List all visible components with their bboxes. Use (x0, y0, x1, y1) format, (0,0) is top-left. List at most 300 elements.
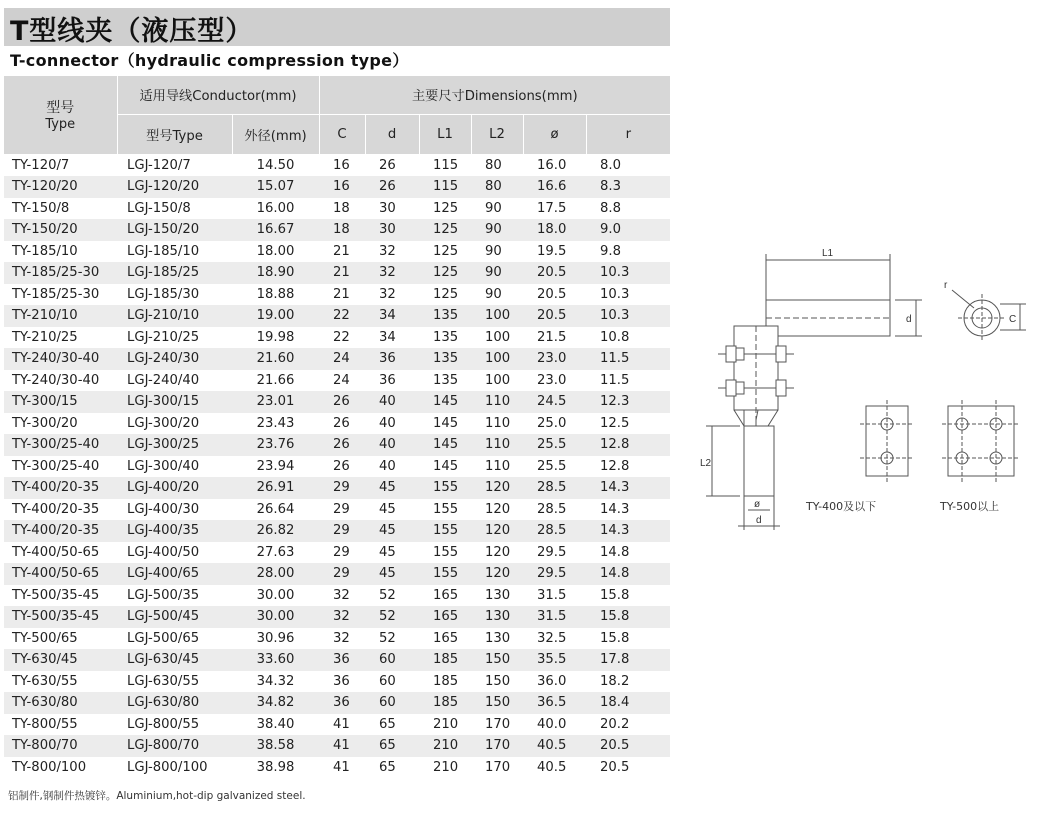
phi-cell: 16.6 (523, 176, 586, 198)
label-r: r (944, 280, 948, 291)
outer-diameter-cell: 23.76 (232, 434, 319, 456)
conductor-model-cell: LGJ-120/7 (117, 154, 232, 176)
spec-table-body (4, 154, 670, 778)
table-row (4, 456, 670, 478)
table-row (4, 241, 670, 263)
type-cell: TY-630/80 (4, 692, 117, 714)
l2-cell: 110 (471, 434, 523, 456)
conductor-model-cell: LGJ-500/35 (117, 585, 232, 607)
r-cell: 10.8 (586, 327, 670, 349)
outer-diameter-cell: 23.01 (232, 391, 319, 413)
c-cell: 29 (319, 477, 365, 499)
l1-cell: 185 (419, 692, 471, 714)
conductor-model-cell: LGJ-120/20 (117, 176, 232, 198)
l1-cell: 210 (419, 757, 471, 779)
phi-cell: 19.5 (523, 241, 586, 263)
d-cell: 26 (365, 154, 419, 176)
r-cell: 12.8 (586, 434, 670, 456)
conductor-model-cell: LGJ-300/20 (117, 413, 232, 435)
type-cell: TY-630/55 (4, 671, 117, 693)
l1-cell: 145 (419, 413, 471, 435)
dimensions-header: 主要尺寸Dimensions(mm) (319, 76, 670, 114)
l2-cell: 170 (471, 735, 523, 757)
l1-cell: 135 (419, 305, 471, 327)
d-cell: 45 (365, 563, 419, 585)
outer-diameter-cell: 16.67 (232, 219, 319, 241)
l1-cell: 125 (419, 219, 471, 241)
c-cell: 41 (319, 714, 365, 736)
c-cell: 24 (319, 370, 365, 392)
c-cell: 36 (319, 649, 365, 671)
l1-cell: 185 (419, 649, 471, 671)
outer-diameter-cell: 38.58 (232, 735, 319, 757)
r-cell: 15.8 (586, 628, 670, 650)
type-cell: TY-120/20 (4, 176, 117, 198)
table-row (4, 327, 670, 349)
d-cell: 34 (365, 327, 419, 349)
d-cell: 40 (365, 391, 419, 413)
conductor-model-cell: LGJ-150/8 (117, 198, 232, 220)
conductor-model-cell: LGJ-185/25 (117, 262, 232, 284)
outer-diameter-cell: 23.94 (232, 456, 319, 478)
conductor-model-cell: LGJ-400/20 (117, 477, 232, 499)
table-row (4, 176, 670, 198)
l1-cell: 135 (419, 370, 471, 392)
outer-diameter-cell: 34.82 (232, 692, 319, 714)
outer-diameter-cell: 23.43 (232, 413, 319, 435)
c-cell: 16 (319, 154, 365, 176)
l1-cell: 155 (419, 563, 471, 585)
r-cell: 11.5 (586, 370, 670, 392)
outer-diameter-header: 外径(mm) (232, 114, 319, 154)
l2-cell: 120 (471, 477, 523, 499)
c-cell: 41 (319, 735, 365, 757)
phi-cell: 31.5 (523, 606, 586, 628)
r-cell: 14.8 (586, 542, 670, 564)
conductor-model-cell: LGJ-400/35 (117, 520, 232, 542)
table-row (4, 714, 670, 736)
table-row (4, 563, 670, 585)
d-cell: 52 (365, 585, 419, 607)
outer-diameter-cell: 33.60 (232, 649, 319, 671)
c-cell: 21 (319, 262, 365, 284)
table-row (4, 477, 670, 499)
r-cell: 14.3 (586, 499, 670, 521)
d-cell: 45 (365, 477, 419, 499)
r-cell: 8.3 (586, 176, 670, 198)
phi-cell: 28.5 (523, 477, 586, 499)
l1-cell: 115 (419, 154, 471, 176)
phi-cell: 29.5 (523, 542, 586, 564)
l1-cell: 165 (419, 606, 471, 628)
table-row (4, 542, 670, 564)
label-l2: L2 (700, 458, 712, 469)
phi-cell: 40.5 (523, 735, 586, 757)
d-cell: 45 (365, 499, 419, 521)
label-phi: ø (754, 499, 761, 510)
r-cell: 18.2 (586, 671, 670, 693)
type-header-en: Type (45, 117, 76, 133)
d-cell: 34 (365, 305, 419, 327)
outer-diameter-cell: 27.63 (232, 542, 319, 564)
conductor-model-cell: LGJ-800/55 (117, 714, 232, 736)
d-cell: 32 (365, 262, 419, 284)
d-cell: 65 (365, 714, 419, 736)
l2-cell: 80 (471, 154, 523, 176)
phi-cell: 32.5 (523, 628, 586, 650)
d-cell: 40 (365, 434, 419, 456)
phi-cell: 40.5 (523, 757, 586, 779)
phi-cell: 36.0 (523, 671, 586, 693)
conductor-model-cell: LGJ-185/30 (117, 284, 232, 306)
phi-cell: 24.5 (523, 391, 586, 413)
model-type-header: 型号Type (117, 114, 232, 154)
l1-cell: 125 (419, 198, 471, 220)
d-cell: 32 (365, 241, 419, 263)
type-header-cn: 型号 (46, 100, 75, 117)
l1-cell: 165 (419, 585, 471, 607)
phi-cell: 18.0 (523, 219, 586, 241)
conductor-model-cell: LGJ-210/25 (117, 327, 232, 349)
table-row (4, 606, 670, 628)
type-cell: TY-150/8 (4, 198, 117, 220)
table-row (4, 348, 670, 370)
type-cell: TY-185/25-30 (4, 284, 117, 306)
phi-cell: 40.0 (523, 714, 586, 736)
outer-diameter-cell: 26.82 (232, 520, 319, 542)
conductor-model-cell: LGJ-300/40 (117, 456, 232, 478)
l1-cell: 145 (419, 391, 471, 413)
label-c: C (1009, 314, 1017, 325)
outer-diameter-cell: 19.00 (232, 305, 319, 327)
l2-cell: 90 (471, 284, 523, 306)
type-cell: TY-400/20-35 (4, 477, 117, 499)
conductor-model-cell: LGJ-500/45 (117, 606, 232, 628)
l1-cell: 210 (419, 735, 471, 757)
r-cell: 20.5 (586, 735, 670, 757)
c-cell: 32 (319, 628, 365, 650)
l2-cell: 110 (471, 456, 523, 478)
l2-cell: 130 (471, 606, 523, 628)
c-cell: 26 (319, 413, 365, 435)
phi-cell: 20.5 (523, 305, 586, 327)
r-cell: 10.3 (586, 305, 670, 327)
type-cell: TY-185/10 (4, 241, 117, 263)
type-cell: TY-300/25-40 (4, 456, 117, 478)
type-cell: TY-300/15 (4, 391, 117, 413)
phi-cell: 17.5 (523, 198, 586, 220)
l2-cell: 150 (471, 692, 523, 714)
c-cell: 18 (319, 198, 365, 220)
conductor-model-cell: LGJ-240/40 (117, 370, 232, 392)
d-cell: 40 (365, 413, 419, 435)
c-cell: 22 (319, 305, 365, 327)
table-row (4, 757, 670, 779)
r-cell: 15.8 (586, 606, 670, 628)
phi-cell: 28.5 (523, 499, 586, 521)
phi-cell: 20.5 (523, 284, 586, 306)
conductor-model-cell: LGJ-400/30 (117, 499, 232, 521)
page-subtitle: T-connector（hydraulic compression type） (10, 51, 409, 70)
r-cell: 20.5 (586, 757, 670, 779)
c-cell: 16 (319, 176, 365, 198)
table-row (4, 649, 670, 671)
l1-cell: 145 (419, 456, 471, 478)
l1-cell: 115 (419, 176, 471, 198)
d-cell: 40 (365, 456, 419, 478)
type-cell: TY-240/30-40 (4, 370, 117, 392)
outer-diameter-cell: 18.00 (232, 241, 319, 263)
table-row (4, 499, 670, 521)
l2-cell: 150 (471, 671, 523, 693)
type-cell: TY-800/100 (4, 757, 117, 779)
l2-header: L2 (471, 114, 523, 154)
c-cell: 21 (319, 241, 365, 263)
outer-diameter-cell: 38.40 (232, 714, 319, 736)
conductor-model-cell: LGJ-500/65 (117, 628, 232, 650)
type-cell: TY-300/20 (4, 413, 117, 435)
d-cell: 60 (365, 649, 419, 671)
c-cell: 22 (319, 327, 365, 349)
r-header: r (586, 114, 670, 154)
table-row (4, 434, 670, 456)
type-cell: TY-240/30-40 (4, 348, 117, 370)
type-cell: TY-630/45 (4, 649, 117, 671)
c-cell: 26 (319, 434, 365, 456)
l1-cell: 125 (419, 284, 471, 306)
l1-cell: 165 (419, 628, 471, 650)
type-cell: TY-120/7 (4, 154, 117, 176)
r-cell: 18.4 (586, 692, 670, 714)
r-cell: 12.5 (586, 413, 670, 435)
d-cell: 65 (365, 757, 419, 779)
phi-cell: 16.0 (523, 154, 586, 176)
l1-cell: 185 (419, 671, 471, 693)
r-cell: 10.3 (586, 284, 670, 306)
c-cell: 26 (319, 456, 365, 478)
table-row (4, 370, 670, 392)
type-cell: TY-150/20 (4, 219, 117, 241)
table-row (4, 219, 670, 241)
phi-cell: 35.5 (523, 649, 586, 671)
conductor-model-cell: LGJ-800/100 (117, 757, 232, 779)
r-cell: 9.8 (586, 241, 670, 263)
conductor-model-cell: LGJ-400/65 (117, 563, 232, 585)
outer-diameter-cell: 28.00 (232, 563, 319, 585)
l2-cell: 100 (471, 327, 523, 349)
d-cell: 45 (365, 542, 419, 564)
c-cell: 32 (319, 606, 365, 628)
outer-diameter-cell: 15.07 (232, 176, 319, 198)
d-cell: 30 (365, 198, 419, 220)
l2-cell: 110 (471, 391, 523, 413)
r-cell: 15.8 (586, 585, 670, 607)
l1-cell: 155 (419, 542, 471, 564)
phi-cell: 36.5 (523, 692, 586, 714)
l2-cell: 100 (471, 370, 523, 392)
l1-header: L1 (419, 114, 471, 154)
l2-cell: 100 (471, 348, 523, 370)
l2-cell: 90 (471, 241, 523, 263)
l2-cell: 120 (471, 563, 523, 585)
l2-cell: 170 (471, 714, 523, 736)
l1-cell: 155 (419, 499, 471, 521)
table-row (4, 284, 670, 306)
type-cell: TY-800/70 (4, 735, 117, 757)
l1-cell: 155 (419, 477, 471, 499)
phi-cell: 31.5 (523, 585, 586, 607)
phi-cell: 21.5 (523, 327, 586, 349)
table-row (4, 198, 670, 220)
conductor-model-cell: LGJ-150/20 (117, 219, 232, 241)
c-cell: 24 (319, 348, 365, 370)
outer-diameter-cell: 16.00 (232, 198, 319, 220)
table-row (4, 413, 670, 435)
label-l1: L1 (822, 248, 834, 259)
r-cell: 20.2 (586, 714, 670, 736)
outer-diameter-cell: 19.98 (232, 327, 319, 349)
label-d-side: d (906, 314, 912, 325)
conductor-header: 适用导线Conductor(mm) (117, 76, 319, 114)
table-row (4, 628, 670, 650)
r-cell: 9.0 (586, 219, 670, 241)
table-row (4, 671, 670, 693)
outer-diameter-cell: 18.90 (232, 262, 319, 284)
r-cell: 14.3 (586, 520, 670, 542)
d-cell: 36 (365, 370, 419, 392)
l2-cell: 130 (471, 585, 523, 607)
type-cell: TY-500/65 (4, 628, 117, 650)
d-cell: 30 (365, 219, 419, 241)
c-cell: 29 (319, 520, 365, 542)
phi-cell: 25.5 (523, 456, 586, 478)
label-d-bottom: d (756, 515, 762, 526)
l2-cell: 120 (471, 520, 523, 542)
l2-cell: 80 (471, 176, 523, 198)
c-cell: 29 (319, 563, 365, 585)
l1-cell: 125 (419, 241, 471, 263)
phi-cell: 20.5 (523, 262, 586, 284)
c-cell: 41 (319, 757, 365, 779)
table-row (4, 520, 670, 542)
type-header (4, 76, 117, 154)
l2-cell: 130 (471, 628, 523, 650)
c-header: C (319, 114, 365, 154)
c-cell: 36 (319, 671, 365, 693)
table-row (4, 391, 670, 413)
l2-cell: 150 (471, 649, 523, 671)
d-cell: 52 (365, 606, 419, 628)
outer-diameter-cell: 18.88 (232, 284, 319, 306)
conductor-model-cell: LGJ-185/10 (117, 241, 232, 263)
phi-cell: 25.0 (523, 413, 586, 435)
r-cell: 17.8 (586, 649, 670, 671)
d-cell: 26 (365, 176, 419, 198)
table-row (4, 305, 670, 327)
l1-cell: 155 (419, 520, 471, 542)
phi-cell: 28.5 (523, 520, 586, 542)
phi-cell: 23.0 (523, 348, 586, 370)
outer-diameter-cell: 30.00 (232, 606, 319, 628)
table-row (4, 262, 670, 284)
d-cell: 60 (365, 692, 419, 714)
conductor-model-cell: LGJ-630/80 (117, 692, 232, 714)
l2-cell: 90 (471, 198, 523, 220)
phi-header: ø (523, 114, 586, 154)
conductor-model-cell: LGJ-210/10 (117, 305, 232, 327)
outer-diameter-cell: 26.64 (232, 499, 319, 521)
conductor-model-cell: LGJ-300/25 (117, 434, 232, 456)
conductor-model-cell: LGJ-630/55 (117, 671, 232, 693)
l1-cell: 145 (419, 434, 471, 456)
page-title: T型线夹（液压型） (10, 16, 254, 47)
outer-diameter-cell: 30.96 (232, 628, 319, 650)
conductor-model-cell: LGJ-400/50 (117, 542, 232, 564)
l2-cell: 100 (471, 305, 523, 327)
outer-diameter-cell: 34.32 (232, 671, 319, 693)
table-row (4, 154, 670, 176)
r-cell: 14.8 (586, 563, 670, 585)
d-header: d (365, 114, 419, 154)
conductor-model-cell: LGJ-800/70 (117, 735, 232, 757)
spec-table (4, 76, 670, 778)
phi-cell: 29.5 (523, 563, 586, 585)
caption-ty-500: TY-500以上 (940, 500, 1000, 513)
r-cell: 11.5 (586, 348, 670, 370)
l2-cell: 120 (471, 499, 523, 521)
outer-diameter-cell: 21.60 (232, 348, 319, 370)
r-cell: 12.8 (586, 456, 670, 478)
r-cell: 8.8 (586, 198, 670, 220)
conductor-model-cell: LGJ-630/45 (117, 649, 232, 671)
l1-cell: 125 (419, 262, 471, 284)
type-cell: TY-185/25-30 (4, 262, 117, 284)
d-cell: 32 (365, 284, 419, 306)
d-cell: 65 (365, 735, 419, 757)
type-cell: TY-400/20-35 (4, 520, 117, 542)
r-cell: 10.3 (586, 262, 670, 284)
r-cell: 12.3 (586, 391, 670, 413)
l2-cell: 110 (471, 413, 523, 435)
table-row (4, 692, 670, 714)
l2-cell: 120 (471, 542, 523, 564)
l2-cell: 90 (471, 219, 523, 241)
l1-cell: 135 (419, 348, 471, 370)
conductor-model-cell: LGJ-240/30 (117, 348, 232, 370)
table-row (4, 585, 670, 607)
l2-cell: 170 (471, 757, 523, 779)
type-cell: TY-210/25 (4, 327, 117, 349)
c-cell: 36 (319, 692, 365, 714)
outer-diameter-cell: 38.98 (232, 757, 319, 779)
c-cell: 18 (319, 219, 365, 241)
type-cell: TY-500/35-45 (4, 606, 117, 628)
type-cell: TY-500/35-45 (4, 585, 117, 607)
conductor-model-cell: LGJ-300/15 (117, 391, 232, 413)
table-row (4, 735, 670, 757)
d-cell: 52 (365, 628, 419, 650)
c-cell: 29 (319, 499, 365, 521)
outer-diameter-cell: 14.50 (232, 154, 319, 176)
phi-cell: 25.5 (523, 434, 586, 456)
r-cell: 8.0 (586, 154, 670, 176)
caption-ty-400: TY-400及以下 (806, 500, 877, 513)
type-cell: TY-400/20-35 (4, 499, 117, 521)
type-cell: TY-800/55 (4, 714, 117, 736)
type-cell: TY-210/10 (4, 305, 117, 327)
l2-cell: 90 (471, 262, 523, 284)
l1-cell: 135 (419, 327, 471, 349)
